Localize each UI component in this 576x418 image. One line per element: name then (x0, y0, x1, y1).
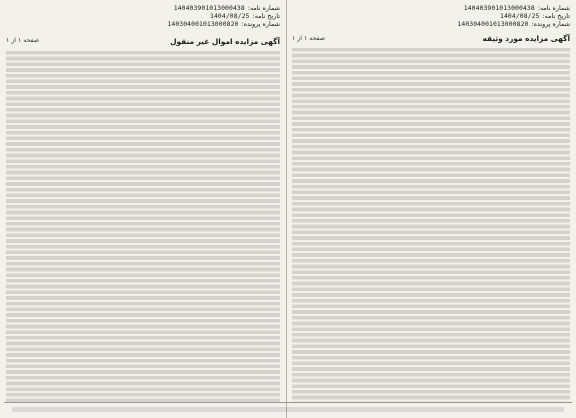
letter-number-label: شماره نامه: (537, 4, 570, 12)
notice-title: آگهی مزایده اموال غیر منقول (170, 37, 280, 46)
notice-right-header (292, 4, 570, 28)
notice-left-title-row (6, 34, 280, 46)
notice-right-title-row (292, 34, 570, 43)
letter-date-row (292, 12, 570, 20)
letter-number: 140403901013000438 (463, 4, 535, 12)
notice-title: آگهی مزایده مورد وثیقه (482, 34, 570, 43)
page-number: صفحه ۱ از ۱ (292, 35, 325, 42)
archive-number-label: شماره پرونده: (531, 20, 570, 28)
letter-number-row (292, 4, 570, 12)
notice-left-column (0, 0, 285, 418)
archive-number-row (6, 20, 280, 28)
letter-number-row (6, 4, 280, 12)
page-footer-rule (4, 402, 572, 415)
letter-date: 1404/08/25 (210, 12, 250, 20)
archive-number-row (292, 20, 570, 28)
notice-left-header (6, 4, 280, 28)
notice-body-text-block (6, 49, 280, 402)
letter-date-label: تاریخ نامه: (252, 12, 280, 20)
page-number: صفحه ۱ از ۱ (6, 36, 39, 44)
letter-date-row (6, 12, 280, 20)
letter-date: 1404/08/25 (500, 12, 540, 20)
notice-right-column (286, 0, 576, 418)
letter-date-label: تاریخ نامه: (542, 12, 570, 20)
notice-body-text-block (292, 46, 570, 402)
archive-number: 140304001013000820 (457, 20, 529, 28)
letter-number: 140403901013000438 (173, 4, 245, 12)
archive-number: 140304001013000820 (167, 20, 239, 28)
letter-number-label: شماره نامه: (247, 4, 280, 12)
archive-number-label: شماره پرونده: (241, 20, 280, 28)
